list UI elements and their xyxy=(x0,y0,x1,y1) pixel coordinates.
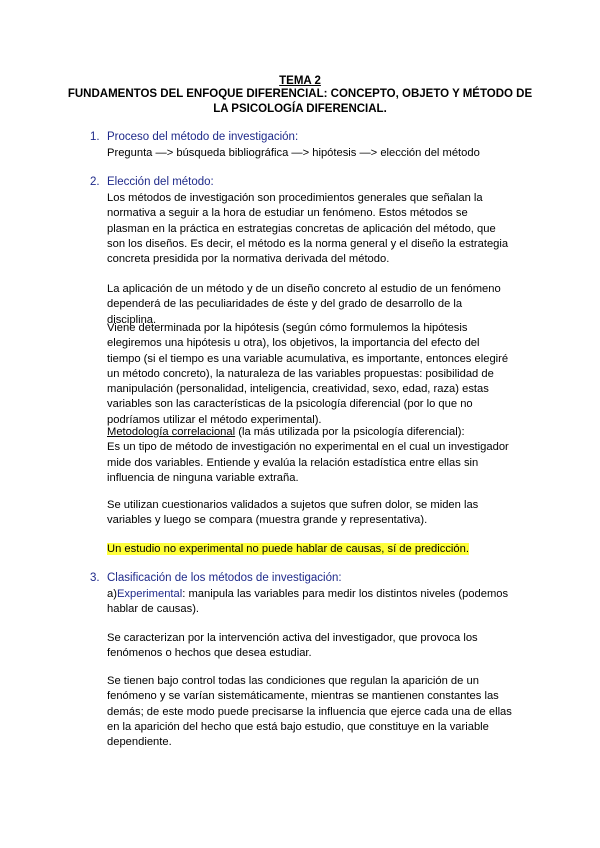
section-1-title: Proceso del método de investigación: xyxy=(107,131,299,143)
section-2-number: 2. xyxy=(90,176,100,188)
section-3-heading xyxy=(90,572,342,584)
section-2-heading xyxy=(90,176,214,188)
experimental-control-paragraph: Se tienen bajo control todas las condiciones que regulan la aparición de un fenómeno y se varían sistemáticamente, mientras se mantienen constantes las demás; de este modo puede precisarse la influencia que ejerce cada una de ellas en la aparición del hecho que está bajo estudio, que constituye en la variable dependiente. xyxy=(107,675,512,749)
highlighted-note xyxy=(107,542,512,557)
method-determinants-paragraph: Viene determinada por la hipótesis (según cómo formulemos la hipótesis elegiremos una hipótesis u otra), los objetivos, la importancia del efecto del tiempo (si el tiempo es una variable acumulativa, es importante, entonces elegiré un método concreto), la naturaleza de las variables propuestas: posibilidad de manipulación (personalidad, inteligencia, creatividad, sexo, edad, raza) estas variables son las características de la psicología diferencial (por lo que no podríamos utilizar el método experimental). xyxy=(107,322,509,426)
document-title: FUNDAMENTOS DEL ENFOQUE DIFERENCIAL: CONCEPTO, OBJETO Y MÉTODO DE LA PSICOLOGÍA DIFERENCIAL. xyxy=(67,88,533,115)
correlational-method-paragraph xyxy=(107,425,512,486)
experimental-term: Experimental xyxy=(116,588,183,600)
experimental-text: : manipula las variables para medir los distintos niveles (podemos hablar de causas). xyxy=(107,588,509,616)
highlighted-text: Un estudio no experimental no puede hablar de causas, sí de predicción. xyxy=(107,543,469,555)
topic-number: TEMA 2 xyxy=(279,75,321,87)
questionnaires-paragraph: Se utilizan cuestionarios validados a sujetos que sufren dolor, se miden las variables y luego se compara (muestra grande y representativa). xyxy=(107,499,479,527)
correlational-method-text: Es un tipo de método de investigación no experimental en el cual un investigador mide dos variables. Entiende y evalúa la relación estadística entre ellas sin influencia de ninguna variable extraña. xyxy=(107,441,509,484)
section-1-heading xyxy=(90,131,298,143)
methods-definition-paragraph: Los métodos de investigación son procedimientos generales que señalan la normativa a seguir a la hora de estudiar un fenómeno. Estos métodos se plasman en la práctica en estrategias concretas de aplicación del método, que son los diseños. Es decir, el método es la norma general y el diseño la estrategia concreta presidida por la normativa derivada del método. xyxy=(107,192,509,266)
section-3-title: Clasificación de los métodos de investigación: xyxy=(107,572,342,584)
experimental-characteristics-paragraph: Se caracterizan por la intervención activa del investigador, que provoca los fenómenos o hechos que desea estudiar. xyxy=(107,632,478,660)
experimental-method-paragraph xyxy=(107,587,512,618)
correlational-method-note: (la más utilizada por la psicología diferencial): xyxy=(235,426,465,438)
experimental-prefix: a) xyxy=(107,588,117,600)
section-2-title: Elección del método: xyxy=(107,176,214,188)
method-application-paragraph: La aplicación de un método y de un diseño concreto al estudio de un fenómeno dependerá de las peculiaridades de éste y del grado de desarrollo de la disciplina. xyxy=(107,283,501,326)
correlational-method-term: Metodología correlacional xyxy=(107,426,236,438)
research-process-flow: Pregunta —> búsqueda bibliográfica —> hipótesis —> elección del método xyxy=(107,147,480,159)
section-1-number: 1. xyxy=(90,131,100,143)
section-3-number: 3. xyxy=(90,572,100,584)
